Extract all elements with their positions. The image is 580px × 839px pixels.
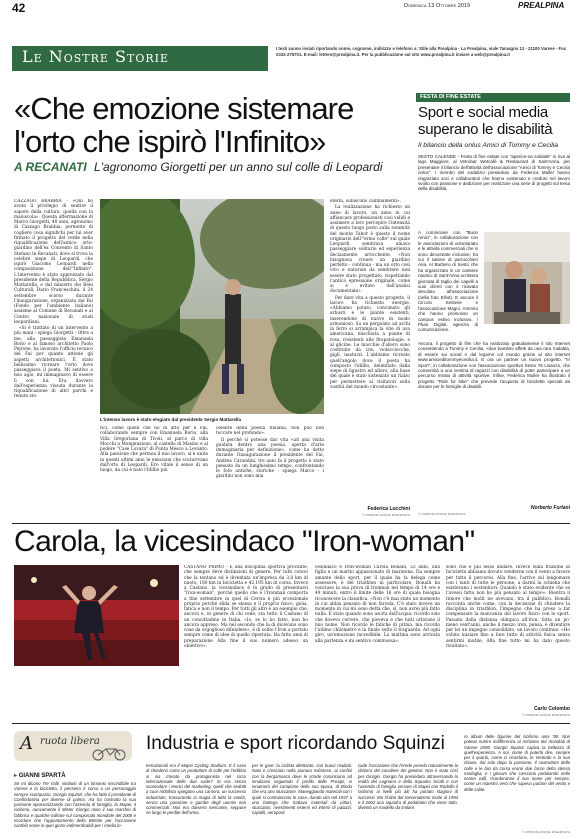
story3-col-1: Se mi dicono Tre Valli, simbolo di un binomio inscindibile tra Varese e la bicicletta, il pensiero è corso a un personaggio sempre scomparso, Giorgio Squinzi, che ha fatto il presidente di Confindustria per diverse di palma, ma ha costruito la sua passione sponsorizzando con l'azienda di famiglia, la Mapei, il ciclismo, nuovamente il Mister Giorgio mise il suo marchio di fabbrica e qualche milione sul campionato mondiale del 2008 e ricordare che l'appuntamento della Bettole per l'occasione cambiò nome in quei giorni indimenticabili per i media in- bbox=[14, 781, 136, 828]
sidebar-subhead: Il bilancio della onlus Amici di Tommy e Cecilia bbox=[418, 142, 559, 149]
masthead-brand: PREALPINA bbox=[518, 1, 565, 10]
story2-col-3: sono che è più lesso andare. Invece sulla frazione in bicicletta abbiamo dovuto venderne con il vento a favore per tutto il percorso. Alla fine, l'arrivo sul lungomare con i tanti di tutte le persone, a darmi la schiena che esistevano i sostenitori: Quando è stato evidente che se l'avessi fatto non ho più pensato al tempo». Rientra il timore che molti ne avevano, tra il pubblico. Bonalli racconta anche come, con la decisione di chiudere la disciplina in triathlon, l'impegno che ha preso a far compensare la mancanza del lavoro fisico con lo sport. Passata dalla distanza olimpica all'iron, fatta un po' meno vent'anni, anche il mezzo iron, pensa, è diventare per lei un impegno consolidato, un lavoro continuo. «Ho voluto iniziare fino a fare tutto di attività fisica senza sentirmi inutile. Alla fine tutto mi ha dato questo risultato». bbox=[446, 565, 570, 649]
section-title: Le Nostre Storie bbox=[22, 47, 170, 66]
story1-col-4-para: La realizzazione ha richiesto un anno di lavoro, un anno in cui affiancare professionisti così validi e assimere a loro percepire l'intensità di questo luogo posto sulla sommità del monte Tabor è questo il nome originario dell'"ermo colle" sul quale Leopardi sembrava amava passeggiare solitario ed esperienza decisamente arricchente. «Non bisognava creare un giardino perfetto - continua - ma un orto così vivo e naturale da sembrare non essere stato progettato, rispettando l'antica epressione originale, come si è evitato dall'analisi documentale». bbox=[330, 205, 410, 295]
story1-byline: Federica Lucchini bbox=[367, 506, 410, 512]
story3-author-name: GIANNI SPARTÀ bbox=[18, 773, 66, 779]
issue-date: Domenica 13 Ottobre 2019 bbox=[404, 3, 471, 9]
sidebar-kicker: FESTA DI FINE ESTATE bbox=[416, 93, 570, 102]
story1-photo-caption: L'intenso lavoro è stato elogiato dal presidente Sergio Mattarella bbox=[100, 417, 241, 422]
story3-col-2: ternazionali era il Mapei Cycling Stadium. E il caso di chiederci come un produttore di colle per l'edilizia si sia trovato da protagonista nel circo internazionale delle due ruote? Si era senza scomodare i teorici del marketing, quelli che sedotti a cuor nichilista spiegano una carriera, un successo industriale, trascurando la magia di tutto la vanità, senza una passione e gambe degli uomini non commerciali. Non era davvero mercante, seppure ne largo le perdite dell'anno. bbox=[146, 763, 246, 816]
story1-col-2-para: rici, come quelli che ho in atto per il Fai, collaborando sempre con Emanuela Borio, alla Villa Gregoriana di Tivoli, al parco di villa Mocchi a Mongenzione, al castello di Masino e al podere "Case Lovara" di Punta Mesco a Levanto. Alla passione che permea il mio lavoro, si è unita in questi ultimi anni le emozioni che scaturivano dall'orto di Leopardi. Ero vitale il senso di un luogo, da cui è nato l'Idillio più bbox=[100, 426, 208, 473]
bicycle-icon bbox=[90, 747, 130, 761]
sidebar-photo bbox=[484, 232, 570, 324]
sidebar-copyright: © RIPRODUZIONE RISERVATA bbox=[418, 512, 466, 516]
story1-col-2 bbox=[100, 426, 208, 518]
column-logo bbox=[14, 731, 132, 761]
story1-col-1-para: CAZZAGO BRABBIA - «Qui ho avuto il privilegio di sentire il sapore della cultura, quella con la maiuscola». Questa affermazione di Marco Giorgetti, 40 anni, agronomo di Cazzago Brabbia, permette di cogliere cosa significhi per lui aver firmato il progetto del verde nella riqualificazione dell'antico orto-giardino dell'ex Convento di Santo Stefano in Recanati, dove si trova la celebre siepe di Leopardi, che ispirò Giacomo Leopardi nella composizione dell'"Infinito". L'intervento è stato apprezzato dal presidente della Repubblica, Sergio Mattarella, e dal ministro dei Beni Culturali, Dario Franceschini, il 24 settembre scorso durante l'inaugurazione, organizzata dal Fai (Fondo per l'ambiente italiano) assieme al Comune di Recanati e al Centro nazionale di studi leopardiani. bbox=[14, 199, 93, 325]
story3-author bbox=[14, 772, 66, 779]
story1-col-3 bbox=[216, 426, 324, 518]
sidebar-headline: Sport e social media superano le disabilità bbox=[418, 104, 553, 138]
story3-copyright: © RIPRODUZIONE RISERVATA bbox=[522, 830, 570, 834]
story3-headline: Industria e sport ricordando Squinzi bbox=[146, 733, 445, 754]
divider-1 bbox=[12, 523, 570, 524]
author-marker-icon: ▸ bbox=[14, 773, 19, 779]
top-bar bbox=[0, 0, 580, 14]
garden-photo bbox=[100, 199, 324, 414]
sidebar-body-rest: Ancora, il progetto di film che ha realizzato gratuitamente il sito Internet consentendo a Tommy e Cecilia, «due bambini affetti da una rara malattia, di essere sui social e dal legame col mondo grazie al sito internet www.amicieditommyececilia.it. E ora un partner un nuovo progetto, "In Sport", in collaborazione con l'associazione sportiva Sesto 76 Lisanza, che consentirà a una ventina di ragazzi con disabilità di poter partecipare a un percorso mirato di attività sportive. Infine, Federica Muller ha illustrato il progetto "Ride for bike" che prevede l'acquisto di biciclette speciali da donare per le famiglie di disabili. bbox=[418, 341, 570, 390]
story3-col-5: ro album delle figurine del ciclismo anni '90. Non potevo nutrire indifferenza al richiamo dei mondiali di Varese 2008, Giorgio Squinzi capiva la bellezza di quell'esperienza. A noi, come di poterlo dire, sempre per il quarto, come ci ricordano, le Ventotto e la sua chiave, dal solo dopo la passione. Il costruttore delle colle e le bici da corsa erano due facce della stessa medaglia, e i giovani che crescono pedalando nelle nostre valli, ricorderanno il suo nome per sempre, come un maestro vero che sapeva parlare del vento e delle salite. bbox=[464, 734, 570, 792]
divider-2 bbox=[12, 723, 570, 724]
story2-headline: Carola, la vicesindaco "Iron-woman" bbox=[14, 525, 475, 558]
column-logo-letter: A bbox=[20, 733, 33, 754]
column-logo-text: ruota libera bbox=[40, 736, 100, 747]
story3-col-4: cade l'occasione che l'erede prenda naturalmente la chitarra del cavaliere dei genitori. Non è stato così per Giorgio. Giorgio ha presieduto attraversando la realtà del Legnano e della Squadra Scotti e con l'azienda di famiglia versare di Mapei con Rodolfo il ciclismo ai livelli più alti ha portato stagioni di successi. Ma l'inizio del mecenatismo risale al 1994 e il 2002 una squadra di pedalatori che vinse tutto, diventò un modello da imitare. bbox=[358, 763, 458, 810]
story2-col-1: CASTANO PRIMO - È una disciplina sportiva provante, che sempre deve distinzioni di genere. Per tutti coloro che la tentano ed è diventata un'impresa da 3,8 km di nuoto, 180 km in bicicletta e 42,195 km di corsa. Invece a Castano, la vicesindaco è in grado di presentarsi "Iron-woman", perché quello che è l'Ironman comporta a fine settembre in quel di Cervia è più eccezionale proprio perché sfida se stessa e il proprio fisico, gioia, fatica e non il tempo. Per tutti gli altri è un esempio che, ancora e, in genere di chi vede, sta tutto il Castano di un concittadino in Italia. «Io, se lo ho fatto, non ho ancora appreso. Ma nel secondo che la di dicevano sono cose da orgoglioso difendere», è di solito l'Iron a portato sempre come di idee di quello riportata. Ha fatto anni di preparazione Alla fine il suo numero adesso un obiettivo». bbox=[184, 565, 308, 649]
story1-location: A RECANATI bbox=[14, 160, 87, 174]
ironwoman-photo bbox=[14, 565, 179, 666]
story3-col-3: per le gare: la ciclista dilettante, con buoni risultati. Nato e cresciuto nella pianura milanese, ai confini con la bergamasca dove le strade cominciano ad innalzarsi seguendo il profilo delle Prealpi, si innamorò del campione della sua epoca, di Binda che era uno stuccatore. Maneggiando materiali con i quali si costruiscono le case, dando vita nel 1937 a una bottega che trattava materiali da pittori, stuccatori, rivestimenti esterni ed interni di palazzi, capidili, aeroporti. bbox=[252, 763, 352, 816]
story1-col-1 bbox=[14, 199, 93, 518]
section-info-text: I testi vanno inviati riportando nome, cognome, indirizzo e telefono a: Stile alla Prealpina - La Prealpina, viale Tamagno 13 - 21100 Varese - Fax 0332-275701. E-mail: lettere@prealpina.it. Per la pubblicazione sul sito www.prealpina.it inviare a web@prealpina.it bbox=[276, 46, 567, 57]
story1-col-4-para: eterni, subiscono cambiamenti». bbox=[330, 199, 401, 204]
story1-headline: «Che emozione sistemare l'orto che ispirò l'Infinito» bbox=[14, 91, 354, 159]
story1-col-4-para: Per dare vita a questo progetto, il lavoro ha richiesto energie. «Abbiamo potato, concimato gli arbusti e le piante esistenti, inserendone di nuove in modo armonioso. Su un pergolato ad archi in ferro si arrampica la vite di uva americana, mischiata a piante di rosa, resistenti alle fitopatologie, e al glicine. Le macchie d'alloro sono costituite da iris, violacciocche, gigli, nasturzi. L'abbiamo ricreato quell'angolo dove il poeta ha composto l'idillio, delimitato dalla siepe di ligustro ed alloro, alla base del quale è stato sistemato un rialzo per permettere ai visitatori sulla vastità del mondo circostante». bbox=[330, 295, 410, 390]
story1-copyright: © RIPRODUZIONE RISERVATA bbox=[362, 513, 410, 517]
story1-col-1-para: «Si è trattato di un intervento a più mani - spiega Giorgetti - Oltre a me, alla paesaggista Emanuela Borio e al famoso architetto Paolo Pejrone, ha lavorato l'ufficio tecnico del Fai per quanto attiene gli aspetti architettonici. È stato bellissimo ricreare l'orto dove passeggiava il poeta. Mi sentivo a mio agio, mi immaginavo di essere lì con lui. Era davvero dall'esperienza vissuta durante la riqualificazione di altri parchi e tenute sto- bbox=[14, 326, 93, 400]
story2-copyright: © RIPRODUZIONE RISERVATA bbox=[522, 713, 570, 717]
story1-kicker bbox=[14, 160, 414, 174]
sidebar-body-wrap: A cominciare con "Buon Amici", in collaborazione con le associazioni di volontariato e le attività commerciali che si sono dimostrate inclusive, tra cui il salone di parrucchieri Aria. Al Barbero di Sesto che ha organizzato in un cantiere nautico di Sant'Anna un'intera giornata di taglio dei capelli a suoi clienti con il ricavato devoluto all'associazione (nella foto Elliot). E ancora il Circolo Sestese e l'associazione Magni. Ammiro che hanno promosso un campus estivo inclusivo, i Pluto Digital, agenzia di comunicazione. bbox=[418, 230, 478, 333]
story1-subtitle: L'agronomo Giorgetti per un anno sul colle di Leopardi bbox=[94, 160, 383, 174]
page-number: 42 bbox=[12, 1, 26, 15]
story2-col-2: cesindaco e Iron-woman Carola Bonalli, 53 anni, una figlia e un marito appassionato di maratona. Da sempre amante dello sport, per il quale ha la delega come assessore, è del triathlon in particolare, Bonalli ha concluso la sua prova di Ironman nel tempo di 14 ore e 49 minuti, entro il limite delle 16 ore di quale bisogna riconoscere la classifica. «Non c'è mai stato un momento in cui abbia pensato di non farcela. C'è stato invece un momento in cui mi sono detta che, sì, non avrei più fatto nulla. È stato quando sono uscita dall'acqua: ricordo solo che dovevo correre, che pioveva e che tutti urlavano il mio nome. Non ricordo le fatiche di prima, ma ricordo l'ultimo chilometro e la finale sotto il traguardo. Ad ogni giro, un'emozione incredibile. La mattina sono arrivata alla partenza e mi sentivo commossa». bbox=[315, 565, 440, 644]
sidebar-byline: Norberto Furlani bbox=[530, 505, 570, 511]
story1-col-4 bbox=[330, 199, 410, 505]
story1-col-3-para: celebre della poesia italiana, non può non toccare nel profondo». bbox=[216, 426, 324, 437]
sidebar-body-intro: SESTO CALENDE - Festa di fine estate con "aperice-na solidale" in riva al lago Maggiore, al Vetrobar Wetcafè & Restaurant di Sant'Anna, per presentare il bilancio dell'attività dell'associazione "Amici di Tommy e Cecilia onlus". I membri del sodalizio presieduto da Federica Muller hanno ringraziato soci e collaboratori che hanno sostenuto e creduto nel lavoro svolto con passione e dedizione per realizzare una serie di progetti sul tema della disabilità. bbox=[418, 154, 570, 192]
story2-byline: Carlo Colombo bbox=[534, 706, 570, 712]
story1-col-3-para: Il perché si potesse dar vita «ad una visita guidata dentro una poesia, aperta d'arte immaginaria per definizione», come ha detto durante l'inaugurazione il presidente del Fai, Andrea Carandini, tre anni fa il progetto è stato pensato da un lunghissimo tempo, confrontando le foto antiche, storiche - spiega Marco - i giardini non sono mai bbox=[216, 437, 324, 480]
